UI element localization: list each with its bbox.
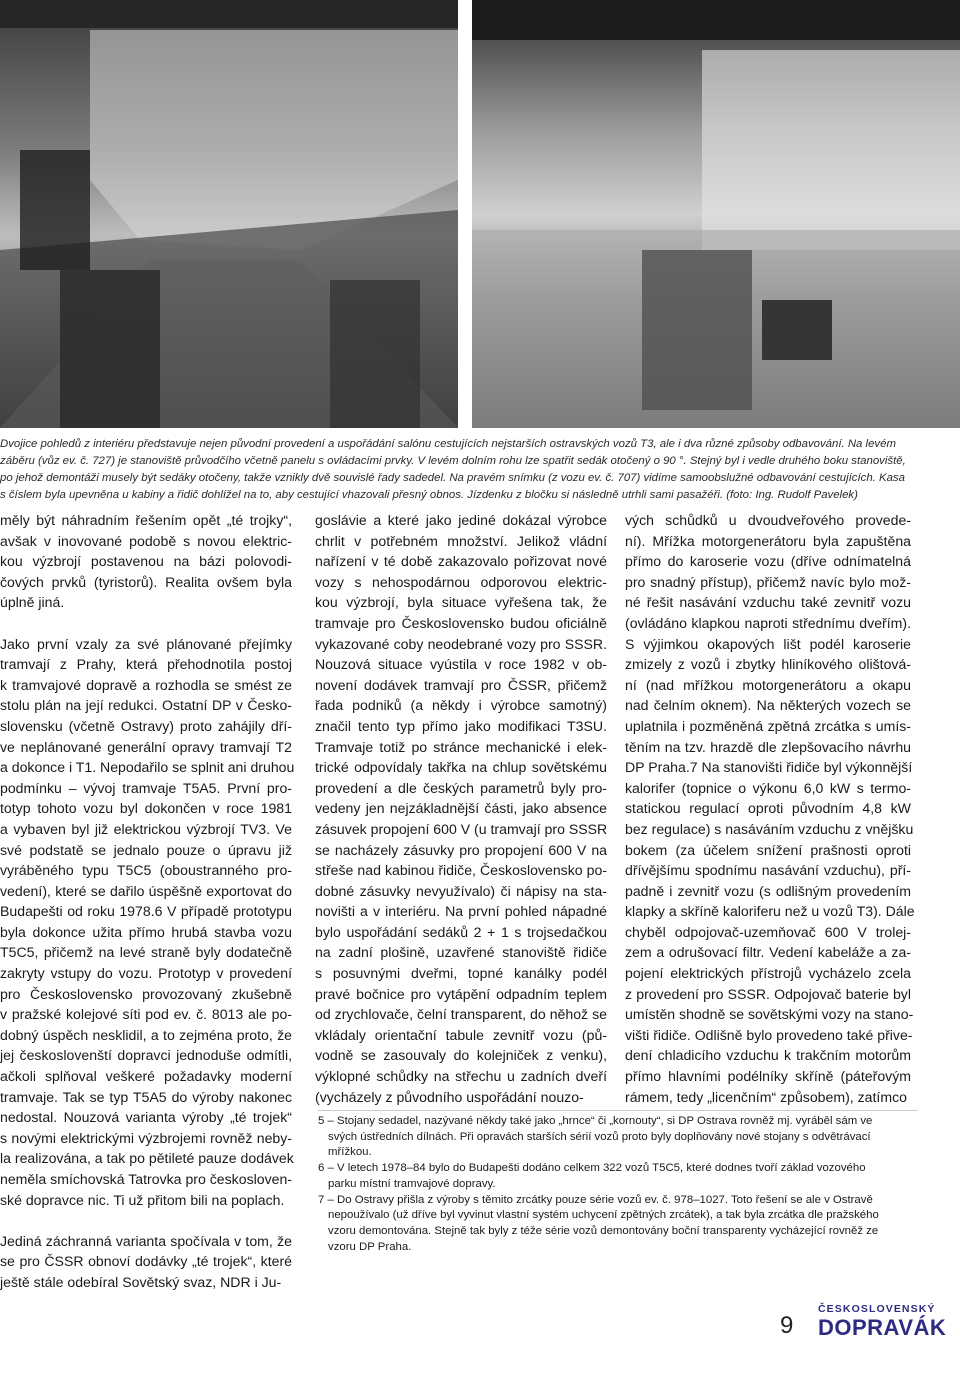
paragraph [0, 510, 292, 613]
text-line: vyráběného typu T5C5 (oboustranného pro- [0, 862, 292, 879]
text-line: vkládaly orientační tabule zevnitř vozu (pů- [315, 1026, 607, 1043]
text-line: ještě stále odebíral Sovětský svaz, NDR i Ju- [0, 1273, 282, 1290]
text-line: ve neplánované generální opravy tramvají T2 [0, 738, 292, 755]
article-column-2 [315, 510, 607, 1128]
text-line: a vybaven byl již elektrickou výzbrojí TV3. Ve [0, 820, 292, 837]
footnote [318, 1193, 918, 1256]
text-line: trické odpovídaly takřka na chlup sovětskému [315, 759, 607, 776]
footnote-divider [318, 1110, 918, 1111]
text-line: přímo do karoserie vozu (dříve odnímatelná [625, 553, 911, 570]
text-line: ní (nad mřížkou motorgenerátoru a okapu [625, 676, 911, 693]
text-line: pojení elektrických přístrojů vycházelo zcela [625, 965, 911, 982]
text-line: se pro ČSSR obnoví dodávky „té trojek“, které [0, 1253, 292, 1270]
text-line: Budapešti od roku 1978.6 V případě prototypu [0, 903, 292, 920]
text-line: neměla smíchovská Tatrovka pro českosloven- [0, 1171, 292, 1187]
text-line: úplně jiná. [0, 594, 65, 611]
text-line: nad čelním oknem). Na některých vozech se [625, 697, 911, 714]
text-line: k tramvajové dopravě a rozhodla se smést ze [0, 676, 292, 693]
text-line: padně i zevnitř vozu (s odlišným provedením [625, 882, 911, 899]
text-line: zem a odrušovací filtr. Vedení kabeláže a za- [625, 944, 911, 961]
text-line: umístěn shodně se sovětskými vozy na stano- [625, 1006, 914, 1023]
text-line: vých schůdků u dvoudveřového provede- [625, 512, 911, 528]
text-line: v pražské kolejové síti pod ev. č. 8013 ale po- [0, 1006, 292, 1023]
footnote-line: parku místní tramvajové dopravy. [328, 1177, 496, 1190]
footnote [318, 1114, 918, 1161]
text-line: z provedení pro SSSR. Odpojovač baterie byl [625, 985, 911, 1002]
text-line: slovensku (včetně Ostravy) proto zahájily dří- [0, 717, 292, 734]
footnote-line: vzoru DP Praha. [328, 1240, 412, 1253]
text-line: statickou regulací oproti původním 4,8 kW [625, 800, 911, 817]
text-line: (vycházely z původního uspořádání nouzo- [315, 1088, 584, 1105]
logo-main-word: DOPRAVÁK [818, 1315, 947, 1340]
text-line: vedení), které se dařilo úspěšně exportovat do [0, 882, 292, 899]
text-line: dobný úspěch nesklidil, a to zejména proto, že [0, 1026, 292, 1043]
text-line: Nouzová situace vyústila v roce 1982 v ob- [315, 656, 607, 673]
text-line: goslávie a které jako jediné dokázal výrobce [315, 512, 607, 528]
magazine-logo [818, 1303, 947, 1343]
text-line: rámem, tedy „licenčním“ způsobem), zatímco [625, 1088, 907, 1105]
article-column-1 [0, 510, 295, 1313]
text-line: bez regulace) s nasáváním vzduchu z vnějšku [625, 820, 914, 837]
paragraph [625, 510, 915, 1107]
text-line: měly být náhradním řešením opět „té trojky“, [0, 512, 292, 528]
photo-tram-interior-conductor [0, 0, 458, 428]
caption-line: Dvojice pohledů z interiéru představuje nejen původní provedení a uspořádání salónu cestujících nejstarších ostravských vozů T3, ale i dva různé způsoby odbavování. Na levém [0, 438, 896, 450]
paragraph [0, 634, 295, 1211]
text-line: né řešit nasávání vzduchu také zevnitř vozu [625, 594, 911, 611]
text-line: novení dodávek tramvají pro ČSSR, přičemž [315, 676, 607, 693]
text-line: těním na tzv. hrazdě dle zlepšovacího návrhu [625, 738, 911, 755]
text-line: výklopné schůdky na střechu u zadních dveří [315, 1068, 607, 1085]
logo-top-word: ČESKOSLOVENSKÝ [818, 1303, 936, 1315]
footnote-line: svých ústředních dílnách. Při opravách starších sérií vozů proto byly doplňovány nové stojany s odvětrávací [328, 1130, 871, 1143]
text-line: značil tento typ přímo jako modifikaci T3SU. [315, 717, 607, 734]
paragraph [0, 1231, 292, 1293]
photo-tram-driver-cabin-cashbox [472, 0, 960, 428]
text-line: stolu plán na její redukci. Ostatní DP v Česko- [0, 697, 292, 714]
text-line: čových prvků (tyristorů). Realita ovšem byla [0, 573, 292, 590]
text-line: chyběl odpojovač-uzemňovač 600 V trolej- [625, 923, 911, 940]
text-line: vozy s nehospodárnou odporovou elektric- [315, 573, 607, 590]
text-line: kou výzbrojí, byla situace vyřešena tak, že [315, 594, 607, 611]
footnote-line: 6 – V letech 1978–84 bylo do Budapešti dodáno celkem 322 vozů T5C5, které dodnes tvoří základ vozového [318, 1162, 866, 1175]
text-line: dení chladicího vzduchu k trakčním motorům [625, 1047, 911, 1064]
text-line: vedeny jen nejzákladnější části, jako absence [315, 800, 607, 817]
text-line: zásuvek propojení 600 V (u tramvají pro SSSR [315, 820, 608, 837]
text-line: novišti a v interiéru. Na první pohled nápadné [315, 903, 607, 920]
footnote-line: vzoru demontována. Stejně tak byly z téže série vozů demontovány boční transparenty vycházející rovněž ze [328, 1224, 879, 1237]
footnote-line: nepoužívalo (už dříve byl vyvinut vlastní systém uchycení zpětných zrcátek), a tak byla zrcátka dle pražského [328, 1209, 879, 1222]
text-line: na zadní plošině, uzavřené stanoviště řidiče [315, 944, 607, 961]
text-line: DP Praha.7 Na stanovišti řidiče byl výkonnější [625, 759, 913, 776]
text-line: ní). Mřížka motorgenerátoru byla zapuštěna [625, 532, 911, 549]
text-line: kou výzbrojí postavenou na bázi polovodi- [0, 553, 292, 570]
text-line: uplatnila i pozměněná zpětná zrcátka s umís- [625, 717, 911, 734]
text-line: tramvaje pro Československo budou oficiálně [315, 614, 607, 631]
text-line: (ovládáno klapkou naproti střednímu dveřím). [625, 614, 911, 631]
text-line: višti řidiče. Odlišně bylo provedeno také přive- [625, 1026, 913, 1043]
photo-caption [0, 436, 960, 504]
article-column-3 [625, 510, 915, 1128]
text-line: řada podniků (a někdy i výrobce samotný) [315, 697, 607, 714]
caption-line: s číslem byla upevněna u kabiny a řidič dohlížel na to, aby cestující vhazovali přesný obnos. Jízdenku z bločku si následně utrhli sami pasažéři. (foto: Ing. Rudolf Pavelek) [0, 489, 858, 501]
text-line: dřívějšímu spodnímu nasávání vzduchu), pří- [625, 862, 911, 879]
text-line: podmínku – vývoj tramvaje T5A5. První pro- [0, 779, 292, 796]
text-line: vodně se zasouvaly do kolejniček z venku), [315, 1047, 607, 1064]
page-number: 9 [780, 1312, 794, 1339]
text-line: s posuvnými dveřmi, topné kanálky podél [315, 965, 607, 982]
paragraph [315, 510, 607, 1107]
text-line: chrlit v potřebném množství. Jelikož vládní [315, 532, 607, 549]
text-line: S výjimkou okapových lišt podél karoserie [625, 635, 911, 652]
text-line: pro snadný přístup), přičemž navíc bylo mož- [625, 573, 911, 590]
text-line: pravé bočnice pro vytápění odpadním teplem [315, 985, 607, 1002]
text-line: totyp tohoto vozu byl dokončen v roce 1981 [0, 800, 292, 817]
caption-line: záběru (vůz ev. č. 727) je stanoviště průvodčího včetně panelu s ovládacími prvky. V levém dolním rohu lze spatřit sedák otočený o 90 °. Stejný byl i vedle druhého boku stanoviště, [0, 455, 906, 467]
footnote-line: mřížkou. [328, 1146, 372, 1159]
text-line: od zrychlovače, čelní transparent, do něhož se [315, 1006, 607, 1023]
text-line: la realizována, a tak po pětileté pauze dodávek [0, 1150, 294, 1167]
text-line: ské dopravce nic. Ti už přitom bili na poplach. [0, 1191, 285, 1208]
text-line: byla dokonce užita přímo hrubá stavba vozu [0, 923, 292, 940]
footnote [318, 1161, 918, 1192]
text-line: bylo uspořádání sedáků 2 + 1 s trojsedačkou [315, 923, 607, 940]
text-line: Tramvaje totiž po stránce mechanické i elek- [315, 738, 607, 755]
text-line: zakryty vstupy do vozu. Prototyp v provedení [0, 965, 292, 982]
text-line: Jediná záchranná varianta spočívala v tom, že [0, 1232, 292, 1249]
footnotes [318, 1114, 918, 1255]
text-line: ačkoli splňoval veškeré požadavky moderní [0, 1068, 292, 1085]
text-line: přímo hlavními podélníky skříně (páteřovým [625, 1068, 911, 1085]
text-line: zmizely z vozů i zbytky hliníkového olištová- [625, 656, 911, 673]
text-line: vykazované coby neodebrané vozy pro SSSR. [315, 635, 607, 652]
text-line: bokem (za účelem snížení prašnosti oproti [625, 841, 911, 858]
footnote-line: 7 – Do Ostravy přišla z výroby s těmito zrcátky pouze série vozů ev. č. 978–1027. Toto řešení se ale v Ostravě [318, 1193, 873, 1206]
text-line: nedostal. Nouzová varianta výroby „té trojek“ [0, 1109, 292, 1126]
text-line: T5C5, přičemž na levé straně byly dodatečně [0, 944, 292, 961]
text-line: jej českoslovenští dopravci jednoduše odmítli, [0, 1047, 292, 1064]
text-line: klapky a skříně kaloriferu než u vozů T3). Dále [625, 903, 915, 920]
text-line: tramvají z Prahy, která přehodnotila postoj [0, 656, 292, 673]
text-line: a dokonce i T1. Nepodařilo se splnit ani druhou [0, 759, 295, 776]
text-line: střeše nad kabinou řidiče, Československo po- [315, 862, 607, 879]
text-line: Jako první vzaly za své plánované přejímky [0, 635, 292, 652]
text-line: své podstatě se jednalo pouze o úpravu již [0, 841, 292, 858]
caption-line: po jehož demontáži musely být sedáky otočeny, takže vznikly dvě souvislé řady sadedel. Na pravém snímku (z vozu ev. č. 707) vidíme samoobslužné odbavování cestujících. Kasa [0, 472, 905, 484]
text-line: kalorifer (topnice o výkonu 6,0 kW s termo- [625, 779, 911, 796]
text-line: nařízení v té době zakazovalo pořizovat nové [315, 553, 607, 570]
text-line: dobné zásuvky nevyužívalo) či nápisy na sta- [315, 882, 607, 899]
footnote-line: 5 – Stojany sedadel, nazývané někdy také jako „hrnce“ či „kornouty“, si DP Ostrava rovněž mj. vyráběl sám ve [318, 1115, 873, 1127]
text-line: avšak v inovované podobě s novou elektric- [0, 532, 292, 549]
text-line: provedení a dle českých parametrů byly pro- [315, 779, 607, 796]
text-line: tramvaje. Tak se typ T5A5 do výroby nakonec [0, 1088, 292, 1105]
text-line: se nacházely zásuvky pro propojení 600 V na [315, 841, 607, 858]
text-line: s novými elektrickými výzbrojemi rovněž neby- [0, 1129, 292, 1146]
text-line: pro Československo provozovaný zkušebně [0, 985, 292, 1002]
